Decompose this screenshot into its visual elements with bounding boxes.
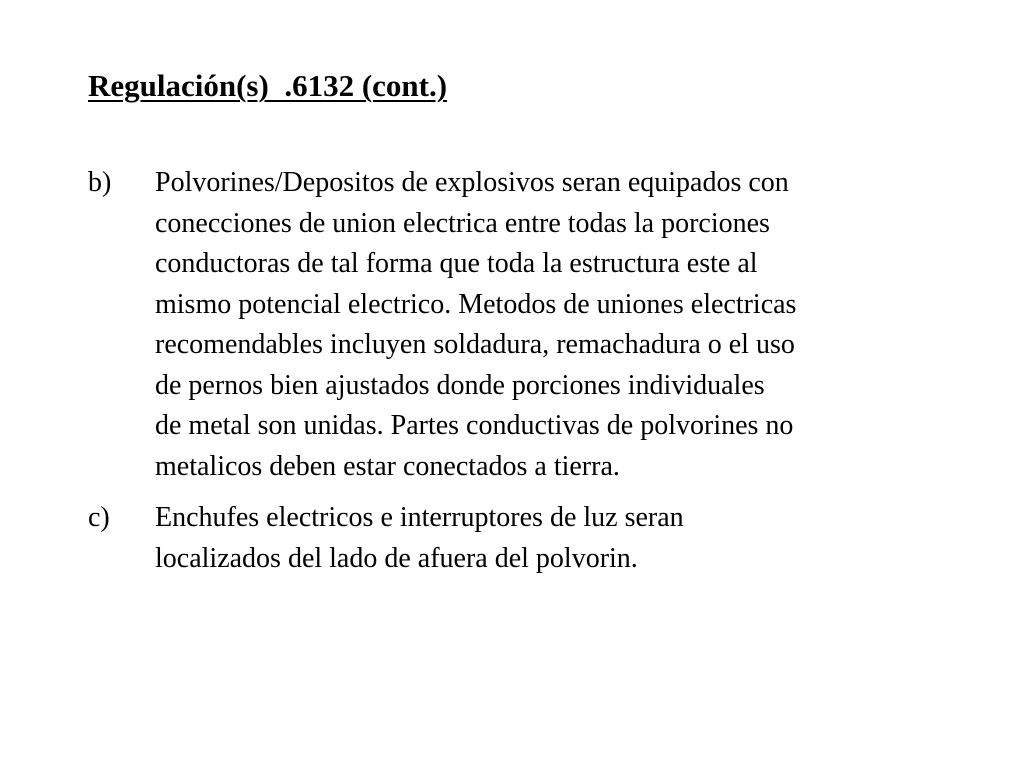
slide-title: Regulación(s) .6132 (cont.) — [88, 68, 448, 103]
item-b-line: mismo potencial electrico. Metodos de uniones electricas — [155, 288, 797, 320]
item-c-line: localizados del lado de afuera del polvorin. — [155, 542, 638, 574]
item-b-line: de pernos bien ajustados donde porciones individuales — [155, 369, 765, 401]
regulation-list — [88, 163, 968, 590]
item-b-line: recomendables incluyen soldadura, remachadura o el uso — [155, 329, 795, 360]
item-b-line: metalicos deben estar conectados a tierra. — [155, 450, 620, 482]
item-b-line: de metal son unidas. Partes conductivas de polvorines no — [155, 410, 794, 441]
list-item-c — [88, 498, 968, 579]
item-b-line: conecciones de union electrica entre todas la porciones — [155, 207, 770, 239]
item-c-line: Enchufes electricos e interruptores de luz seran — [155, 502, 684, 533]
list-item-b — [88, 163, 968, 487]
list-marker-c: c) — [88, 502, 110, 533]
item-b-line: Polvorines/Depositos de explosivos seran equipados con — [155, 167, 789, 198]
item-b-line: conductoras de tal forma que toda la estructura este al — [155, 248, 758, 279]
list-marker-b: b) — [88, 167, 112, 198]
